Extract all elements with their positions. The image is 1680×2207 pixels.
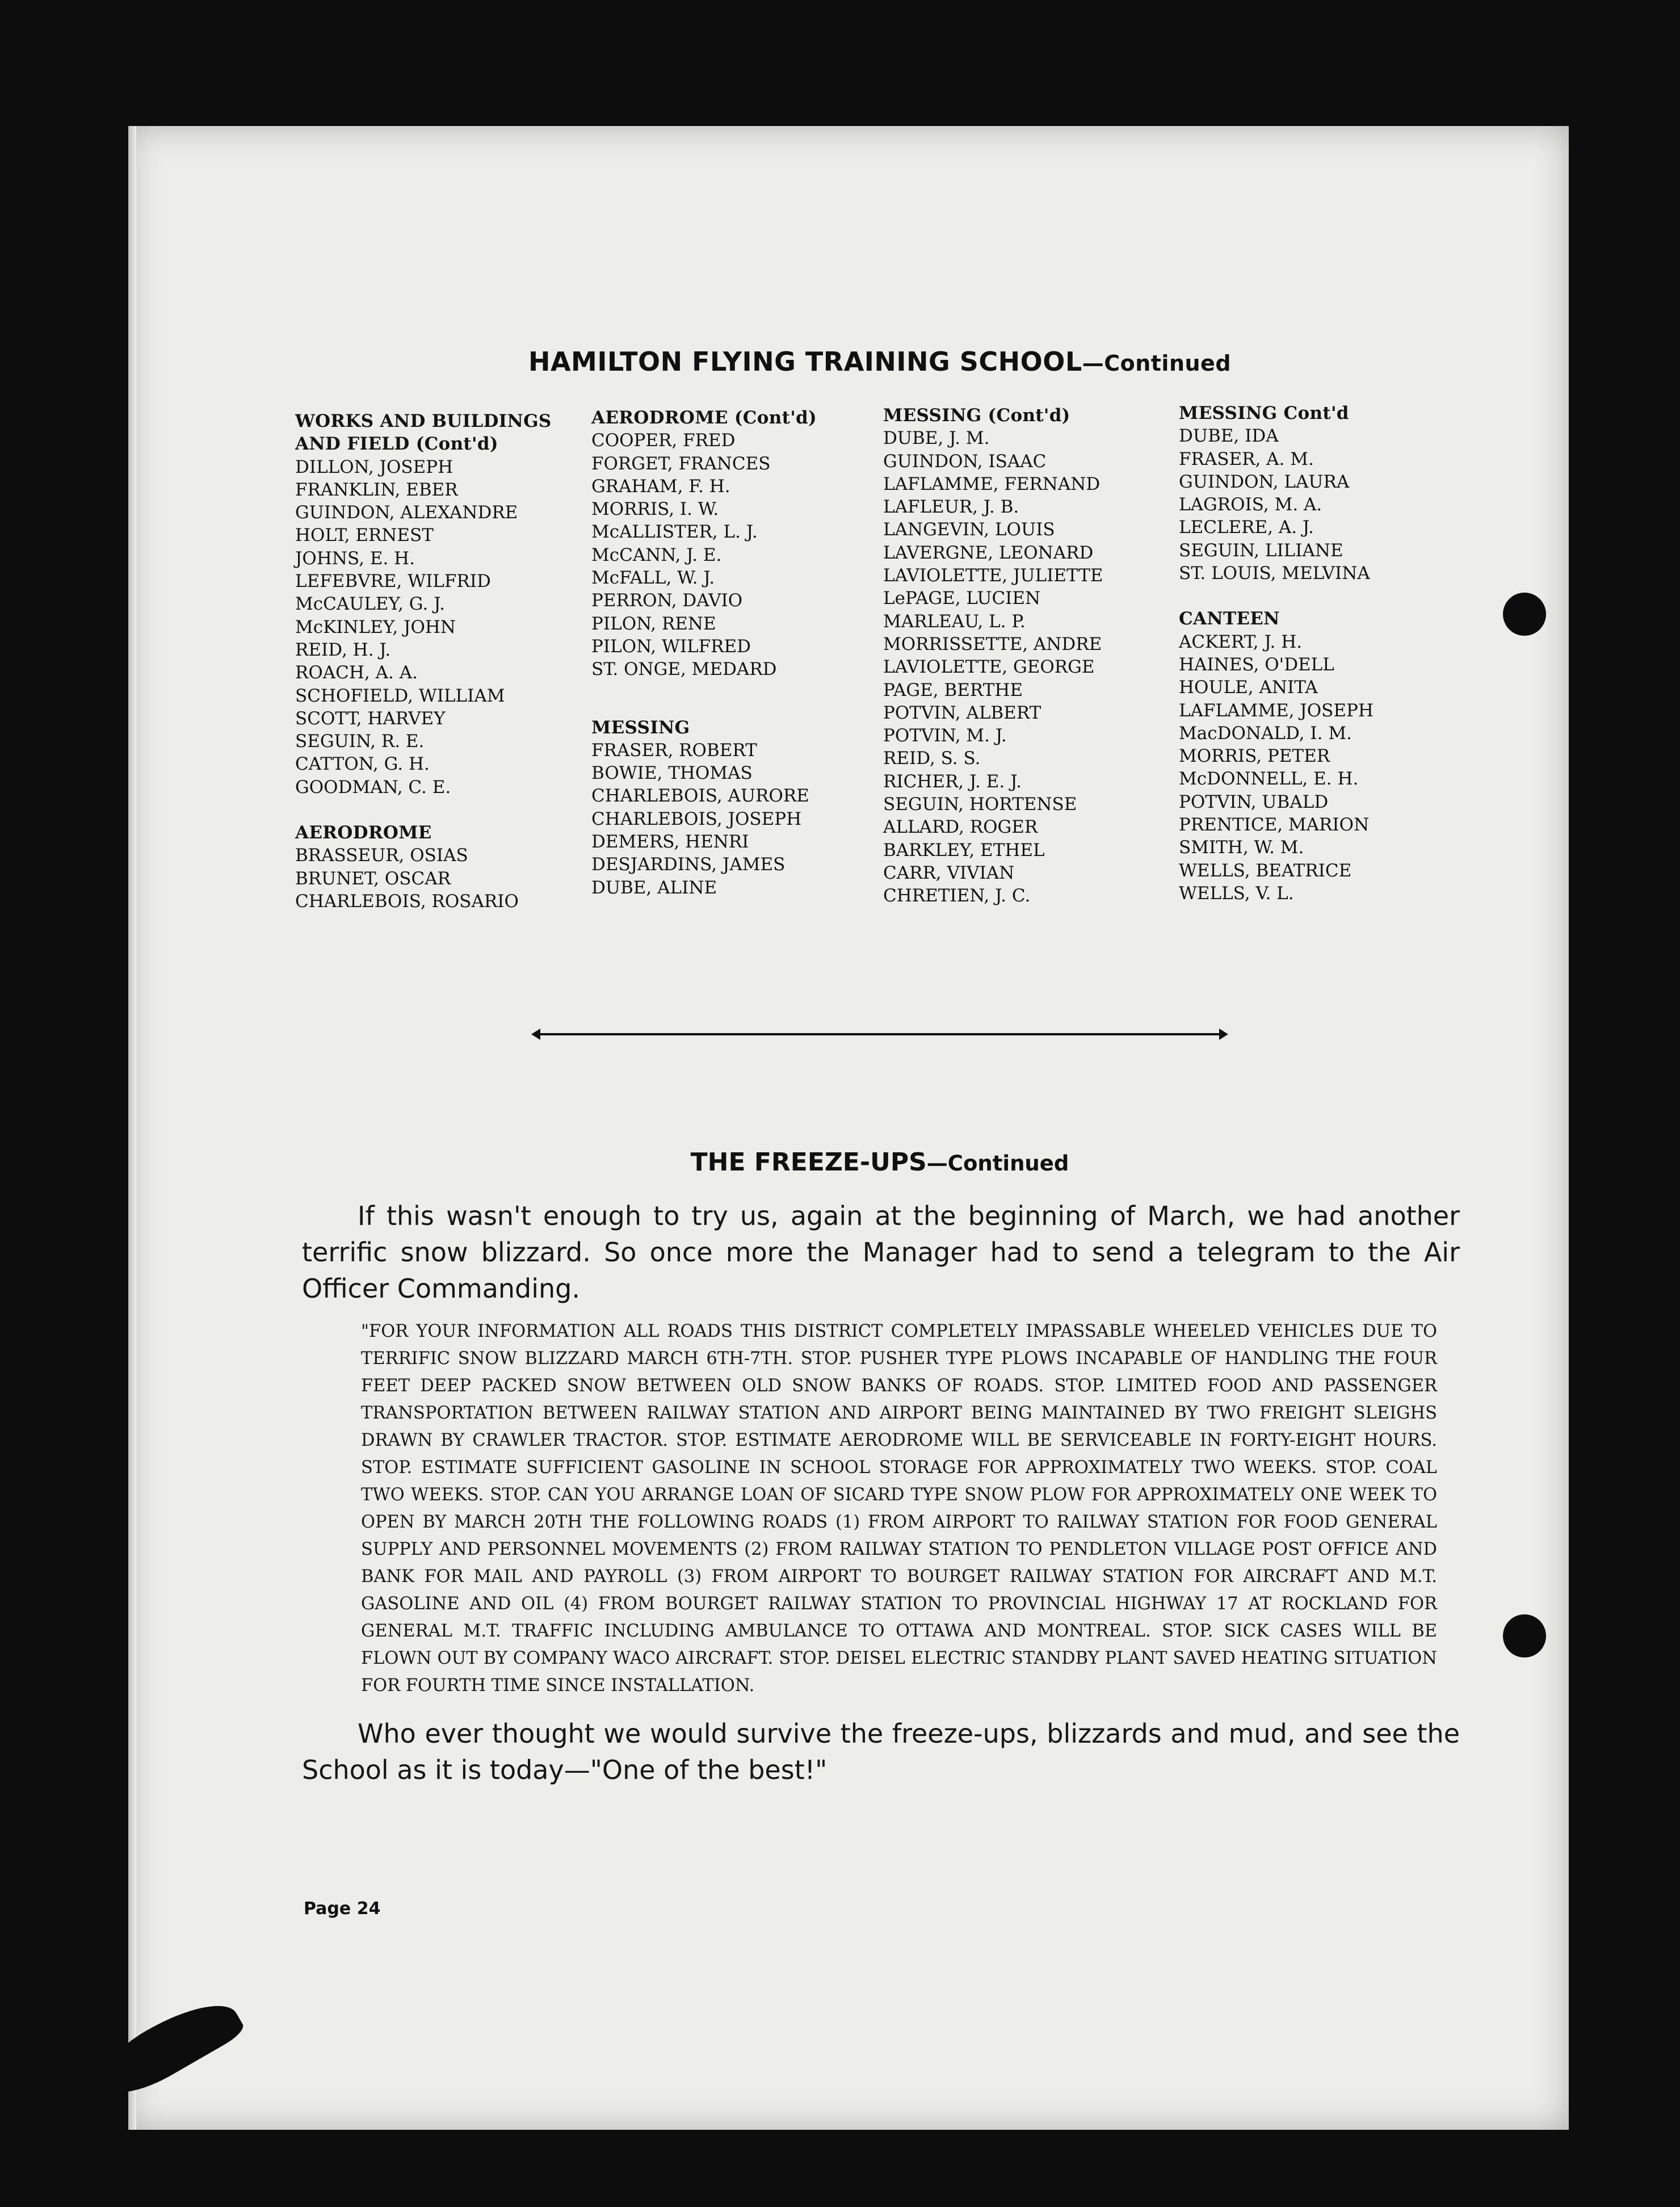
staff-name: LECLERE, A. J. (1179, 517, 1314, 538)
article-paragraph-2: Who ever thought we would survive the freeze-ups, blizzards and mud, and see the School as it is today—"One of the best!" (302, 1718, 1460, 1785)
staff-name: WELLS, V. L. (1179, 883, 1294, 904)
staff-name: REID, S. S. (883, 748, 981, 769)
staff-name: FRANKLIN, EBER (295, 479, 458, 500)
staff-name: HAINES, O'DELL (1179, 654, 1334, 675)
staff-name: FRASER, A. M. (1179, 448, 1314, 469)
staff-name: DEMERS, HENRI (591, 832, 749, 853)
staff-name: SCOTT, HARVEY (295, 708, 446, 729)
staff-name: LANGEVIN, LOUIS (883, 519, 1055, 540)
staff-name: JOHNS, E. H. (295, 548, 415, 569)
roster-title-suffix: —Continued (1082, 351, 1232, 376)
article-paragraph-1: If this wasn't enough to try us, again at the beginning of March, we had another terrific snow blizzard. So once more the Manager had to send a telegram to the Air Officer Commanding. (302, 1201, 1460, 1304)
staff-name: ROACH, A. A. (295, 662, 418, 683)
staff-name: LAVIOLETTE, GEORGE (883, 657, 1095, 678)
staff-name: McCAULEY, G. J. (295, 594, 445, 615)
staff-name: MORRISSETTE, ANDRE (883, 633, 1102, 654)
roster-title-text: HAMILTON FLYING TRAINING SCHOOL (528, 346, 1082, 377)
staff-name: FRASER, ROBERT (591, 740, 757, 761)
staff-name: DUBE, IDA (1179, 426, 1279, 447)
staff-name: CARR, VIVIAN (883, 862, 1015, 883)
staff-name: McDONNELL, E. H. (1179, 769, 1359, 790)
section-heading: AND FIELD (Cont'd) (295, 434, 498, 455)
section-divider (539, 1033, 1220, 1035)
staff-name: POTVIN, UBALD (1179, 791, 1329, 812)
staff-name: HOLT, ERNEST (295, 525, 434, 546)
staff-name: SEGUIN, LILIANE (1179, 540, 1343, 561)
section-heading: WORKS AND BUILDINGS (295, 411, 552, 431)
staff-name: DUBE, J. M. (883, 428, 990, 449)
section-heading: CANTEEN (1179, 609, 1280, 630)
staff-name: ACKERT, J. H. (1179, 631, 1303, 652)
section-spacer (591, 681, 817, 716)
roster-column-2 (591, 406, 817, 899)
staff-name: PILON, WILFRED (591, 636, 751, 657)
article-title-suffix: —Continued (926, 1151, 1069, 1176)
staff-name: ALLARD, ROGER (883, 817, 1038, 838)
staff-name: DESJARDINS, JAMES (591, 854, 786, 875)
staff-name: PILON, RENE (591, 613, 716, 634)
staff-name: McCANN, J. E. (591, 544, 722, 565)
staff-name: FORGET, FRANCES (591, 453, 771, 474)
staff-name: REID, H. J. (295, 639, 391, 660)
staff-name: McALLISTER, L. J. (591, 522, 758, 543)
staff-name: LAFLAMME, JOSEPH (1179, 700, 1374, 721)
staff-name: GRAHAM, F. H. (591, 476, 730, 497)
article-title (511, 1148, 1249, 1177)
section-heading: AERODROME (295, 823, 432, 844)
staff-name: LAVERGNE, LEONARD (883, 542, 1094, 563)
staff-name: ST. ONGE, MEDARD (591, 659, 777, 680)
staff-name: BRASSEUR, OSIAS (295, 845, 468, 866)
staff-name: PERRON, DAVIO (591, 590, 743, 611)
section-heading: MESSING (Cont'd) (883, 405, 1070, 426)
staff-name: GUINDON, ALEXANDRE (295, 502, 518, 523)
staff-name: CATTON, G. H. (295, 754, 430, 775)
roster-column-3 (883, 404, 1103, 908)
staff-name: LEFEBVRE, WILFRID (295, 571, 491, 592)
staff-name: MORRIS, I. W. (591, 499, 719, 520)
page-number: Page 24 (304, 1899, 381, 1919)
staff-name: LAGROIS, M. A. (1179, 494, 1322, 515)
staff-name: PAGE, BERTHE (883, 679, 1023, 700)
staff-name: CHARLEBOIS, AURORE (591, 786, 809, 807)
staff-name: ST. LOUIS, MELVINA (1179, 563, 1370, 584)
staff-name: DUBE, ALINE (591, 877, 717, 898)
staff-name: WELLS, BEATRICE (1179, 860, 1352, 881)
staff-name: MORRIS, PETER (1179, 746, 1330, 767)
staff-name: RICHER, J. E. J. (883, 771, 1022, 792)
staff-name: CHARLEBOIS, JOSEPH (591, 808, 802, 829)
roster-column-1 (295, 410, 552, 913)
punch-hole (1503, 593, 1546, 636)
staff-name: CHRETIEN, J. C. (883, 886, 1031, 907)
roster-column-4 (1179, 402, 1374, 905)
staff-name: COOPER, FRED (591, 430, 736, 451)
staff-name: LAVIOLETTE, JULIETTE (883, 565, 1103, 586)
staff-name: DILLON, JOSEPH (295, 456, 453, 477)
staff-name: CHARLEBOIS, ROSARIO (295, 891, 519, 912)
section-spacer (295, 799, 552, 821)
telegram-text: "FOR YOUR INFORMATION ALL ROADS THIS DISTRICT COMPLETELY IMPASSABLE WHEELED VEHICLES DUE TO TERRIFIC SNOW BLIZZARD MARCH 6TH-7TH. STOP. PUSHER TYPE PLOWS INCAPABLE OF HANDLING THE FOUR FEET DEEP PACKED SNOW BETWEEN OLD SNOW BANKS OF ROADS. STOP. LIMITED FOOD AND PASSENGER TRANSPORTATION BETWEEN RAILWAY STATION AND AIRPORT BEING MAINTAINED BY TWO FREIGHT SLEIGHS DRAWN BY CRAWLER TRACTOR. STOP. ESTIMATE AERODROME WILL BE SERVICEABLE IN FORTY-EIGHT HOURS. STOP. ESTIMATE SUFFICIENT GASOLINE IN SCHOOL STORAGE FOR APPROXIMATELY TWO WEEKS. STOP. COAL TWO WEEKS. STOP. CAN YOU ARRANGE LOAN OF SICARD TYPE SNOW PLOW FOR APPROXIMATELY ONE WEEK TO OPEN BY MARCH 20TH THE FOLLOWING ROADS (1) FROM AIRPORT TO RAILWAY STATION FOR FOOD GENERAL SUPPLY AND PERSONNEL MOVEMENTS (2) FROM RAILWAY STATION TO PENDLETON VILLAGE POST OFFICE AND BANK FOR MAIL AND PAYROLL (3) FROM AIRPORT TO BOURGET RAILWAY STATION FOR AIRCRAFT AND M.T. GASOLINE AND OIL (4) FROM BOURGET RAILWAY STATION TO PROVINCIAL HIGHWAY 17 AT ROCKLAND FOR GENERAL M.T. TRAFFIC INCLUDING AMBULANCE TO OTTAWA AND MONTREAL. STOP. SICK CASES WILL BE FLOWN OUT BY COMPANY WACO AIRCRAFT. STOP. DEISEL ELECTRIC STANDBY PLANT SAVED HEATING SITUATION FOR FOURTH TIME SINCE INSTALLATION. (361, 1321, 1437, 1696)
staff-name: BRUNET, OSCAR (295, 868, 451, 889)
staff-name: GOODMAN, C. E. (295, 777, 451, 798)
staff-name: POTVIN, M. J. (883, 725, 1007, 746)
section-heading: MESSING Cont'd (1179, 403, 1349, 423)
staff-name: McFALL, W. J. (591, 568, 715, 589)
staff-name: BOWIE, THOMAS (591, 763, 753, 784)
staff-name: GUINDON, LAURA (1179, 471, 1350, 492)
staff-name: LAFLAMME, FERNAND (883, 473, 1101, 494)
staff-name: SMITH, W. M. (1179, 837, 1304, 858)
staff-name: MARLEAU, L. P. (883, 611, 1026, 632)
staff-name: SCHOFIELD, WILLIAM (295, 685, 505, 706)
section-heading: MESSING (591, 717, 690, 738)
staff-name: SEGUIN, HORTENSE (883, 794, 1077, 815)
roster-title (397, 346, 1362, 377)
staff-name: GUINDON, ISAAC (883, 451, 1047, 472)
article-title-text: THE FREEZE-UPS (690, 1148, 927, 1177)
punch-hole (1503, 1614, 1546, 1658)
punch-hole (52, 595, 95, 638)
staff-name: McKINLEY, JOHN (295, 616, 456, 637)
section-spacer (1179, 585, 1374, 607)
staff-name: HOULE, ANITA (1179, 677, 1318, 698)
staff-name: SEGUIN, R. E. (295, 731, 425, 752)
staff-name: LAFLEUR, J. B. (883, 497, 1019, 518)
staff-name: BARKLEY, ETHEL (883, 840, 1045, 861)
staff-name: MacDONALD, I. M. (1179, 723, 1352, 744)
staff-name: POTVIN, ALBERT (883, 702, 1041, 723)
staff-name: PRENTICE, MARION (1179, 815, 1370, 836)
section-heading: AERODROME (Cont'd) (591, 408, 817, 428)
staff-name: LePAGE, LUCIEN (883, 588, 1041, 609)
